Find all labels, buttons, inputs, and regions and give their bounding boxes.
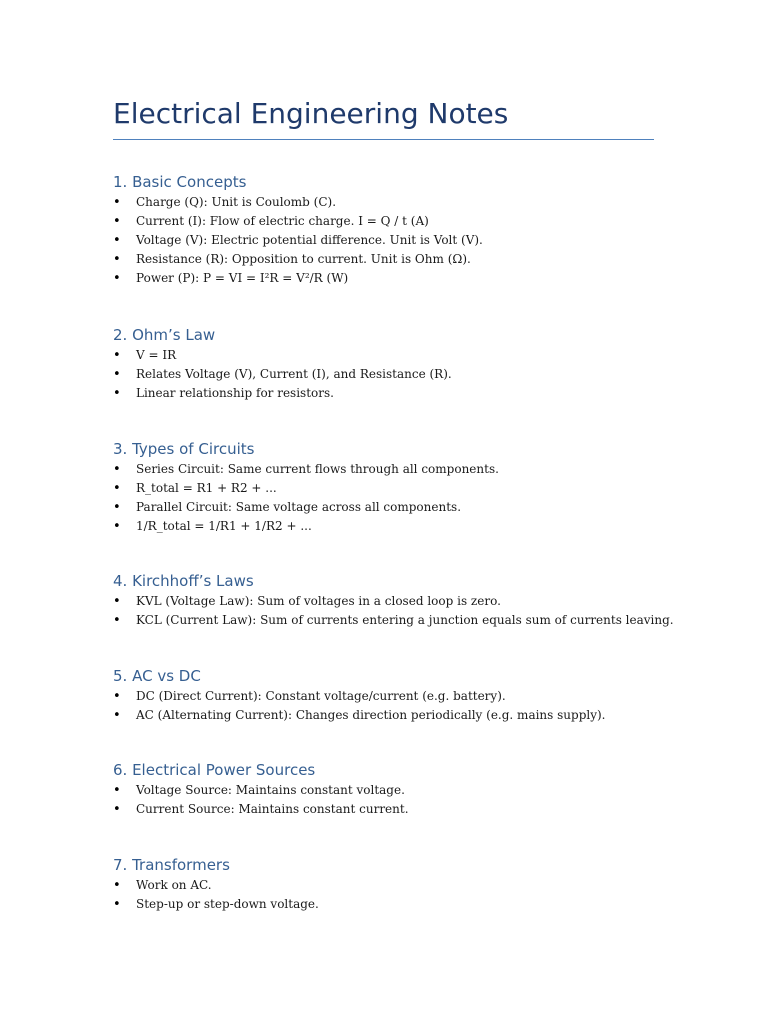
list-item-text: Work on AC. (136, 878, 212, 892)
list-item (113, 231, 673, 250)
bullet-icon: • (113, 271, 121, 286)
bullet-icon: • (113, 462, 121, 477)
list-item (113, 517, 673, 536)
bullet-list (113, 781, 673, 819)
bullet-icon: • (113, 252, 121, 267)
section-ohms-law (113, 324, 673, 403)
section-kirchhoffs-laws (113, 570, 673, 630)
list-item-text: Linear relationship for resistors. (136, 386, 334, 400)
bullet-icon: • (113, 367, 121, 382)
section-heading: 4. Kirchhoff’s Laws (113, 572, 254, 590)
bullet-icon: • (113, 878, 121, 893)
bullet-icon: • (113, 348, 121, 363)
list-item-text: KCL (Current Law): Sum of currents entering a junction equals sum of currents leaving. (136, 613, 674, 627)
bullet-list (113, 592, 673, 630)
bullet-icon: • (113, 481, 121, 496)
bullet-icon: • (113, 519, 121, 534)
bullet-list (113, 193, 673, 288)
list-item-text: Relates Voltage (V), Current (I), and Resistance (R). (136, 367, 452, 381)
list-item-text: KVL (Voltage Law): Sum of voltages in a closed loop is zero. (136, 594, 501, 608)
list-item (113, 269, 673, 288)
bullet-list (113, 346, 673, 403)
bullet-icon: • (113, 594, 121, 609)
bullet-icon: • (113, 708, 121, 723)
list-item-text: DC (Direct Current): Constant voltage/current (e.g. battery). (136, 689, 506, 703)
list-item-text: Voltage (V): Electric potential difference. Unit is Volt (V). (136, 233, 483, 247)
bullet-icon: • (113, 897, 121, 912)
list-item-text: Resistance (R): Opposition to current. Unit is Ohm (Ω). (136, 252, 471, 266)
bullet-icon: • (113, 500, 121, 515)
list-item (113, 592, 673, 611)
bullet-list (113, 876, 673, 914)
bullet-icon: • (113, 783, 121, 798)
bullet-icon: • (113, 613, 121, 628)
list-item (113, 706, 673, 725)
section-heading: 5. AC vs DC (113, 667, 201, 685)
bullet-icon: • (113, 689, 121, 704)
list-item (113, 365, 673, 384)
list-item-text: Charge (Q): Unit is Coulomb (C). (136, 195, 337, 209)
list-item-text: AC (Alternating Current): Changes direction periodically (e.g. mains supply). (136, 708, 606, 722)
list-item (113, 800, 673, 819)
section-heading: 7. Transformers (113, 856, 230, 874)
bullet-icon: • (113, 214, 121, 229)
list-item-text: R_total = R1 + R2 + ... (136, 481, 277, 495)
section-ac-vs-dc (113, 665, 673, 725)
list-item (113, 212, 673, 231)
list-item (113, 687, 673, 706)
list-item-text: Current Source: Maintains constant current. (136, 802, 409, 816)
section-heading: 2. Ohm’s Law (113, 326, 216, 344)
list-item-text: Series Circuit: Same current flows through all components. (136, 462, 499, 476)
section-transformers (113, 854, 673, 914)
list-item (113, 193, 673, 212)
list-item (113, 876, 673, 895)
section-types-of-circuits (113, 438, 673, 536)
bullet-icon: • (113, 195, 121, 210)
section-heading: 3. Types of Circuits (113, 440, 255, 458)
bullet-icon: • (113, 233, 121, 248)
list-item (113, 781, 673, 800)
bullet-icon: • (113, 386, 121, 401)
title-underline (113, 139, 654, 140)
section-heading: 6. Electrical Power Sources (113, 761, 316, 779)
section-heading: 1. Basic Concepts (113, 173, 247, 191)
list-item (113, 479, 673, 498)
list-item-text: 1/R_total = 1/R1 + 1/R2 + ... (136, 519, 312, 533)
bullet-list (113, 460, 673, 536)
section-basic-concepts (113, 171, 673, 288)
list-item-text: Voltage Source: Maintains constant voltage. (136, 783, 405, 797)
section-electrical-power-sources (113, 759, 673, 819)
bullet-icon: • (113, 802, 121, 817)
list-item-text: Step-up or step-down voltage. (136, 897, 319, 911)
list-item (113, 384, 673, 403)
list-item (113, 460, 673, 479)
list-item (113, 895, 673, 914)
list-item (113, 498, 673, 517)
list-item-text: V = IR (136, 348, 177, 362)
list-item-text: Parallel Circuit: Same voltage across all components. (136, 500, 462, 514)
list-item (113, 346, 673, 365)
list-item (113, 250, 673, 269)
document-title: Electrical Engineering Notes (113, 97, 509, 130)
bullet-list (113, 687, 673, 725)
list-item (113, 611, 673, 630)
list-item-text: Power (P): P = VI = I²R = V²/R (W) (136, 271, 349, 285)
list-item-text: Current (I): Flow of electric charge. I = Q / t (A) (136, 214, 429, 228)
